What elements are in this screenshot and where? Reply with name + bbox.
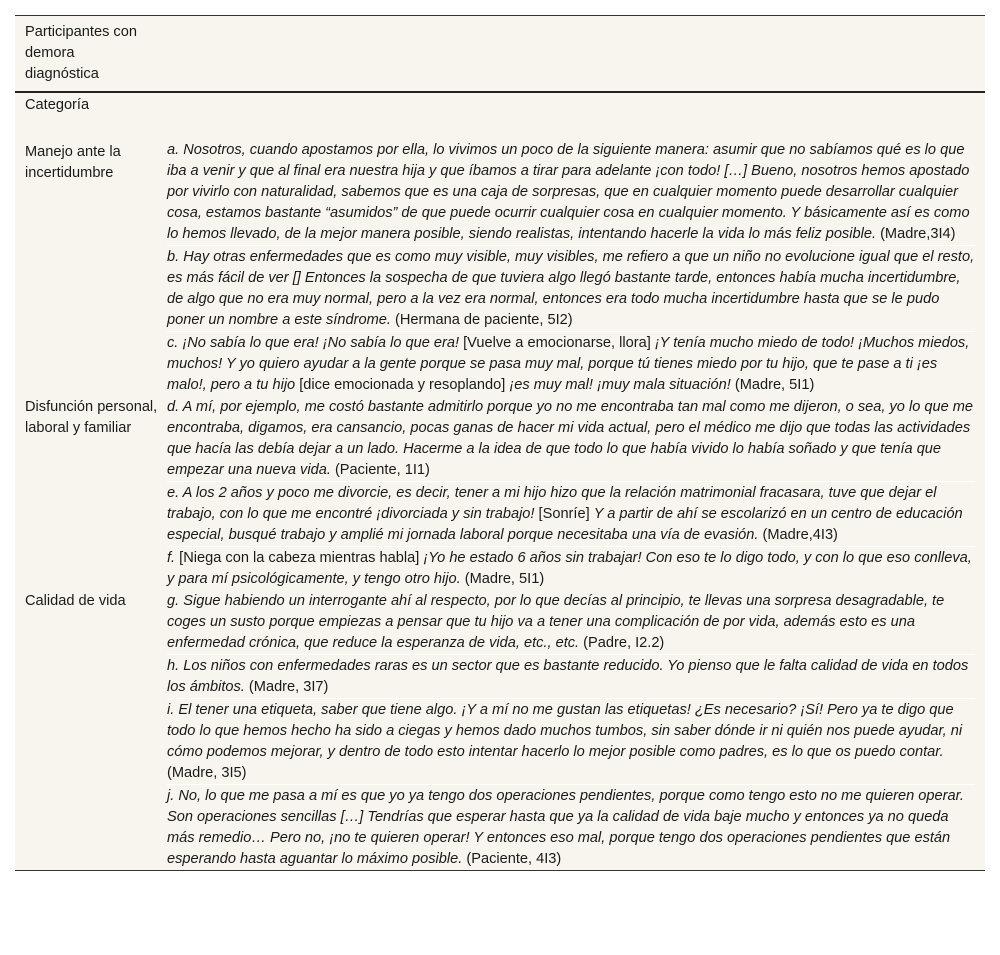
category-label: Categoría [25, 97, 90, 113]
quote-d [167, 396, 975, 482]
quote-source: (Paciente, 4I3) [462, 851, 562, 867]
quote-f [167, 547, 975, 590]
quote-annotation: [Vuelve a emocionarse, llora] [459, 335, 655, 351]
quote-a [167, 139, 975, 246]
group-row-disfuncion [15, 396, 985, 590]
quote-source: (Madre, 3I7) [244, 679, 329, 695]
quote-text: i. El tener una etiqueta, saber que tiene algo. ¡Y a mí no me gustan las etiquetas! ¿Es necesario? ¡Sí! Pero ya te digo que todo lo que hemos hecho ha sido a ciegas y hemos dado muchos tumbos, sin saber dónde ir ni quién nos puede ayudar, ni cómo podemos mejorar, y dentro de todo esto intentar hacerlo lo mejor posible como padres, es lo que os puedo contar. [167, 702, 963, 760]
quote-source: (Madre, 5I1) [460, 571, 545, 587]
quote-text: Y a partir de ahí se escolarizó en un centro de educación especial, busqué trabajo y amplié mi jornada laboral porque necesitaba una vía de evasión. [167, 506, 963, 543]
quote-text: d. A mí, por ejemplo, me costó bastante admitirlo porque yo no me encontraba tan mal como me dijeron, o sea, yo lo que me encontraba, digamos, era cansancio, pocas ganas de hacer mi vida actual, pero el médico me dijo que todas las actividades que hacía las debía dejar a un lado. Hacerme a la idea de que todo lo que había vivido lo había soñado y que tenía que empezar una nueva vida. [167, 399, 974, 478]
qualitative-table [15, 15, 985, 871]
category-cell: Manejo ante la incertidumbre [25, 144, 121, 181]
quote-b [167, 246, 975, 332]
group-row-calidad [15, 590, 985, 870]
quote-j [167, 785, 975, 870]
category-cell: Disfunción personal, laboral y familiar [25, 399, 158, 436]
quote-i [167, 699, 975, 785]
group-row-manejo [15, 139, 985, 396]
quote-text: a. Nosotros, cuando apostamos por ella, lo vivimos un poco de la siguiente manera: asumir que no sabíamos qué es lo que iba a venir y que al final era nuestra hija y que íbamos a tirar para adelante ¡con todo! […] Bueno, nosotros hemos apostado por vivirlo con naturalidad, sabemos que es una caja de sorpresas, que en cualquier momento puede desarrollar cualquier cosa, estamos bastante “asumidos” de que puede ocurrir cualquier cosa en cualquier momento. Y básicamente así es como lo hemos llevado, de la mejor manera posible, siendo realistas, intentando hacerle la vida lo más feliz posible. [167, 142, 970, 242]
header-participants: Participantes con demora diagnóstica [25, 24, 137, 82]
quote-text: ¡es muy mal! ¡muy mala situación! [509, 377, 731, 393]
quote-text: h. Los niños con enfermedades raras es un sector que es bastante reducido. Yo pienso que le falta calidad de vida en todos los ámbitos. [167, 658, 969, 695]
quote-text: ¡Yo he estado 6 años sin trabajar! Con eso te lo digo todo, y con lo que eso conlleva, y para mí psicológicamente, y tengo otro hijo. [167, 550, 972, 587]
quote-h [167, 655, 975, 699]
quote-annotation: [Niega con la cabeza mientras habla] [175, 550, 424, 566]
quote-text: j. No, lo que me pasa a mí es que yo ya tengo dos operaciones pendientes, porque como tengo esto no me quieren operar. Son operaciones sencillas […] Tendrías que esperar hasta que ya la calidad de vida baje mucho y entonces ya no queda más remedio… Pero no, ¡no te quieren operar! Y entonces eso mal, porque tengo dos operaciones pendientes que están esperando hasta aguantar lo máximo posible. [167, 788, 964, 867]
category-cell: Calidad de vida [25, 593, 126, 609]
table-header [15, 16, 985, 93]
quotes-cell [167, 396, 975, 590]
quote-source: (Padre, I2.2) [579, 635, 665, 651]
quote-source: (Madre, 5I1) [730, 377, 815, 393]
quotes-cell [167, 590, 975, 870]
quote-g [167, 590, 975, 655]
quote-text: f. [167, 550, 176, 566]
quote-text: ¡Y tenía mucho miedo de todo! ¡Muchos miedos, muchos! Y yo quiero ayudar a la gente porque se pasa muy mal, porque tú tienes miedo por tu hijo, que te pase a ti ¡es malo!, pero a tu hijo [167, 335, 970, 393]
quote-source: (Paciente, 1I1) [330, 462, 430, 478]
quote-source: (Hermana de paciente, 5I2) [390, 312, 573, 328]
category-header-row [15, 93, 985, 139]
quote-text: b. Hay otras enfermedades que es como muy visible, muy visibles, me refiero a que un niño no evolucione igual que el resto, es más fácil de ver [] Entonces la sospecha de que tuviera algo llegó bastante tarde, entonces había mucha incertidumbre, de algo que no era muy normal, pero a la vez era normal, entonces era todo mucha incertidumbre hasta que se le pudo poner un nombre a este síndrome. [167, 249, 975, 328]
quote-source: (Madre,4I3) [758, 527, 838, 543]
quote-text: e. A los 2 años y poco me divorcie, es decir, tener a mi hijo hizo que la relación matrimonial fracasara, tuve que dejar el trabajo, con lo que me encontré ¡divorciada y sin trabajo! [167, 485, 937, 522]
quote-e [167, 482, 975, 547]
quote-annotation: [dice emocionada y resoplando] [295, 377, 510, 393]
quote-text: c. ¡No sabía lo que era! ¡No sabía lo que era! [167, 335, 460, 351]
quote-annotation: [Sonríe] [534, 506, 594, 522]
quote-source: (Madre,3I4) [876, 226, 956, 242]
quote-source: (Madre, 3I5) [167, 765, 247, 781]
quote-c [167, 332, 975, 396]
quotes-cell [167, 139, 975, 396]
quote-text: g. Sigue habiendo un interrogante ahí al respecto, por lo que decías al principio, te llevas una sorpresa desagradable, te coges un susto porque empiezas a pensar que tu hijo va a tener una complicación de por vida, además esto es una enfermedad crónica, que reduce la esperanza de vida, etc., etc. [167, 593, 945, 651]
